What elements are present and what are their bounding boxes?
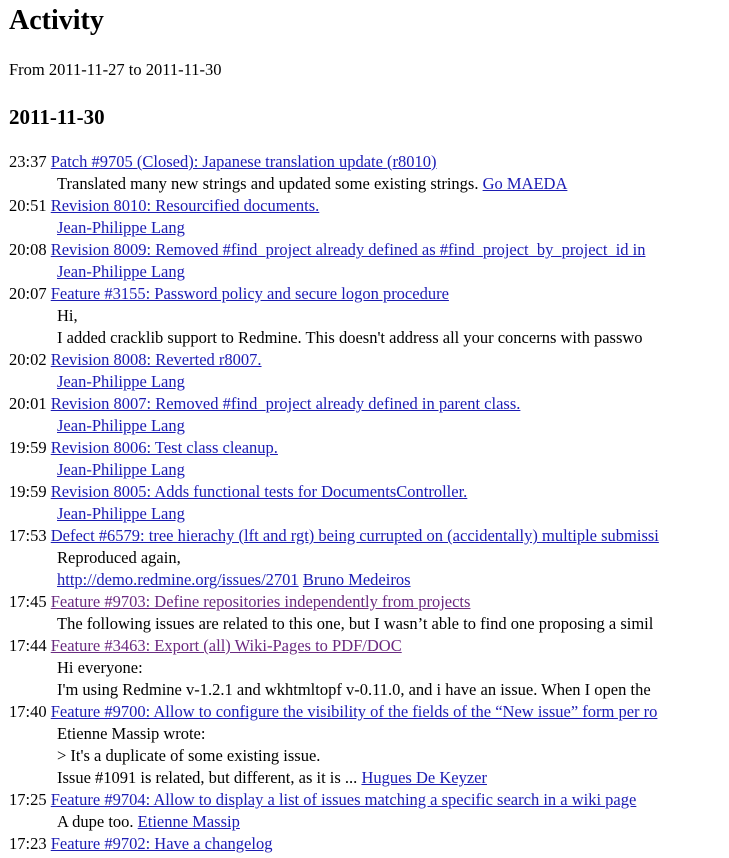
activity-event: [9, 393, 729, 437]
event-time: 23:37: [9, 152, 47, 171]
event-header: [9, 481, 729, 503]
event-author-link[interactable]: Jean-Philippe Lang: [57, 504, 185, 523]
event-title-link[interactable]: Feature #9702: Have a changelog: [50, 834, 273, 853]
event-description-line: [9, 371, 729, 393]
event-description-line: [9, 723, 729, 745]
event-time: 19:59: [9, 438, 47, 457]
event-description-line: [9, 261, 729, 283]
date-range: [9, 59, 222, 81]
event-title-link[interactable]: Feature #3155: Password policy and secure logon procedure: [50, 284, 449, 303]
event-author-link[interactable]: Jean-Philippe Lang: [57, 460, 185, 479]
event-header: [9, 591, 729, 613]
activity-event: [9, 481, 729, 525]
event-time: 17:53: [9, 526, 47, 545]
event-header: [9, 833, 729, 855]
event-time: 17:23: [9, 834, 47, 853]
event-author-link[interactable]: Jean-Philippe Lang: [57, 262, 185, 281]
event-header: [9, 701, 729, 723]
activity-event: [9, 437, 729, 481]
event-description-text: Hi,: [57, 306, 78, 325]
event-description-line: [9, 217, 729, 239]
event-header: [9, 437, 729, 459]
event-title-link[interactable]: Revision 8007: Removed #find_project already defined in parent class.: [50, 394, 521, 413]
event-author-link[interactable]: Hugues De Keyzer: [361, 768, 487, 787]
event-description-text: Hi everyone:: [57, 658, 143, 677]
event-time: 17:45: [9, 592, 47, 611]
day-heading: 2011-11-30: [9, 105, 105, 129]
event-time: 20:07: [9, 284, 47, 303]
event-header: [9, 525, 729, 547]
event-header: [9, 349, 729, 371]
event-description-text: The following issues are related to this one, but I wasn’t able to find one proposing a simil: [57, 614, 654, 633]
date-range-sep: to: [128, 60, 142, 79]
event-description-text: Reproduced again,: [57, 548, 181, 567]
event-header: [9, 239, 729, 261]
event-author-link[interactable]: Jean-Philippe Lang: [57, 218, 185, 237]
event-description-text: > It's a duplicate of some existing issue.: [57, 746, 321, 765]
event-time: 20:02: [9, 350, 47, 369]
date-range-prefix: From: [9, 60, 45, 79]
event-description-text: Issue #1091 is related, but different, as it is ...: [57, 768, 358, 787]
event-title-link[interactable]: Feature #9703: Define repositories independently from projects: [50, 592, 471, 611]
event-header: [9, 283, 729, 305]
event-description-text: I added cracklib support to Redmine. This doesn't address all your concerns with passwo: [57, 328, 643, 347]
event-author-link[interactable]: Bruno Medeiros: [302, 570, 411, 589]
event-description-line: [9, 459, 729, 481]
activity-event: [9, 525, 729, 591]
event-header: [9, 393, 729, 415]
event-time: 17:40: [9, 702, 47, 721]
activity-event: [9, 283, 729, 349]
activity-event: [9, 239, 729, 283]
event-title-link[interactable]: Feature #9704: Allow to display a list of issues matching a specific search in a wiki page: [50, 790, 637, 809]
event-author-link[interactable]: Jean-Philippe Lang: [57, 416, 185, 435]
event-time: 20:08: [9, 240, 47, 259]
event-title-link[interactable]: Feature #3463: Export (all) Wiki-Pages to PDF/DOC: [50, 636, 402, 655]
event-title-link[interactable]: Revision 8006: Test class cleanup.: [50, 438, 278, 457]
event-author-link[interactable]: Etienne Massip: [137, 812, 240, 831]
event-description-line: [9, 305, 729, 327]
event-title-link[interactable]: Defect #6579: tree hierachy (lft and rgt) being currupted on (accidentally) multiple submissi: [50, 526, 659, 545]
event-title-link[interactable]: Patch #9705 (Closed): Japanese translation update (r8010): [50, 152, 437, 171]
activity-event: [9, 635, 729, 701]
event-header: [9, 789, 729, 811]
event-author-link[interactable]: Jean-Philippe Lang: [57, 372, 185, 391]
event-description-line: [9, 613, 729, 635]
event-time: 20:51: [9, 196, 47, 215]
event-description-line: [9, 657, 729, 679]
event-description-line: [9, 569, 729, 591]
activity-event: [9, 151, 729, 195]
activity-event: [9, 349, 729, 393]
event-header: [9, 151, 729, 173]
activity-event: [9, 833, 729, 855]
event-author-link[interactable]: Go MAEDA: [482, 174, 568, 193]
event-description-line: [9, 503, 729, 525]
page-title: Activity: [9, 5, 104, 36]
event-time: 17:44: [9, 636, 47, 655]
event-description-line: [9, 745, 729, 767]
event-description-text: Etienne Massip wrote:: [57, 724, 206, 743]
event-title-link[interactable]: Revision 8005: Adds functional tests for DocumentsController.: [50, 482, 468, 501]
date-range-to: 2011-11-30: [145, 60, 222, 79]
event-url-link[interactable]: http://demo.redmine.org/issues/2701: [57, 570, 299, 589]
event-description-line: [9, 679, 729, 701]
activity-list: [9, 151, 729, 855]
event-description-text: Translated many new strings and updated some existing strings.: [57, 174, 479, 193]
event-header: [9, 635, 729, 657]
date-range-from: 2011-11-27: [48, 60, 125, 79]
event-description-text: A dupe too.: [57, 812, 134, 831]
event-time: 19:59: [9, 482, 47, 501]
event-title-link[interactable]: Revision 8008: Reverted r8007.: [50, 350, 262, 369]
activity-event: [9, 789, 729, 833]
event-description-text: I'm using Redmine v-1.2.1 and wkhtmltopf v-0.11.0, and i have an issue. When I open the: [57, 680, 651, 699]
event-description-line: [9, 767, 729, 789]
event-title-link[interactable]: Feature #9700: Allow to configure the visibility of the fields of the “New issue” form per ro: [50, 702, 658, 721]
event-description-line: [9, 327, 729, 349]
activity-event: [9, 195, 729, 239]
event-time: 20:01: [9, 394, 47, 413]
activity-event: [9, 591, 729, 635]
event-title-link[interactable]: Revision 8010: Resourcified documents.: [50, 196, 320, 215]
event-description-line: [9, 811, 729, 833]
event-description-line: [9, 547, 729, 569]
event-time: 17:25: [9, 790, 47, 809]
event-description-line: [9, 415, 729, 437]
event-title-link[interactable]: Revision 8009: Removed #find_project already defined as #find_project_by_project_id in: [50, 240, 646, 259]
event-description-line: [9, 173, 729, 195]
event-header: [9, 195, 729, 217]
activity-event: [9, 701, 729, 789]
